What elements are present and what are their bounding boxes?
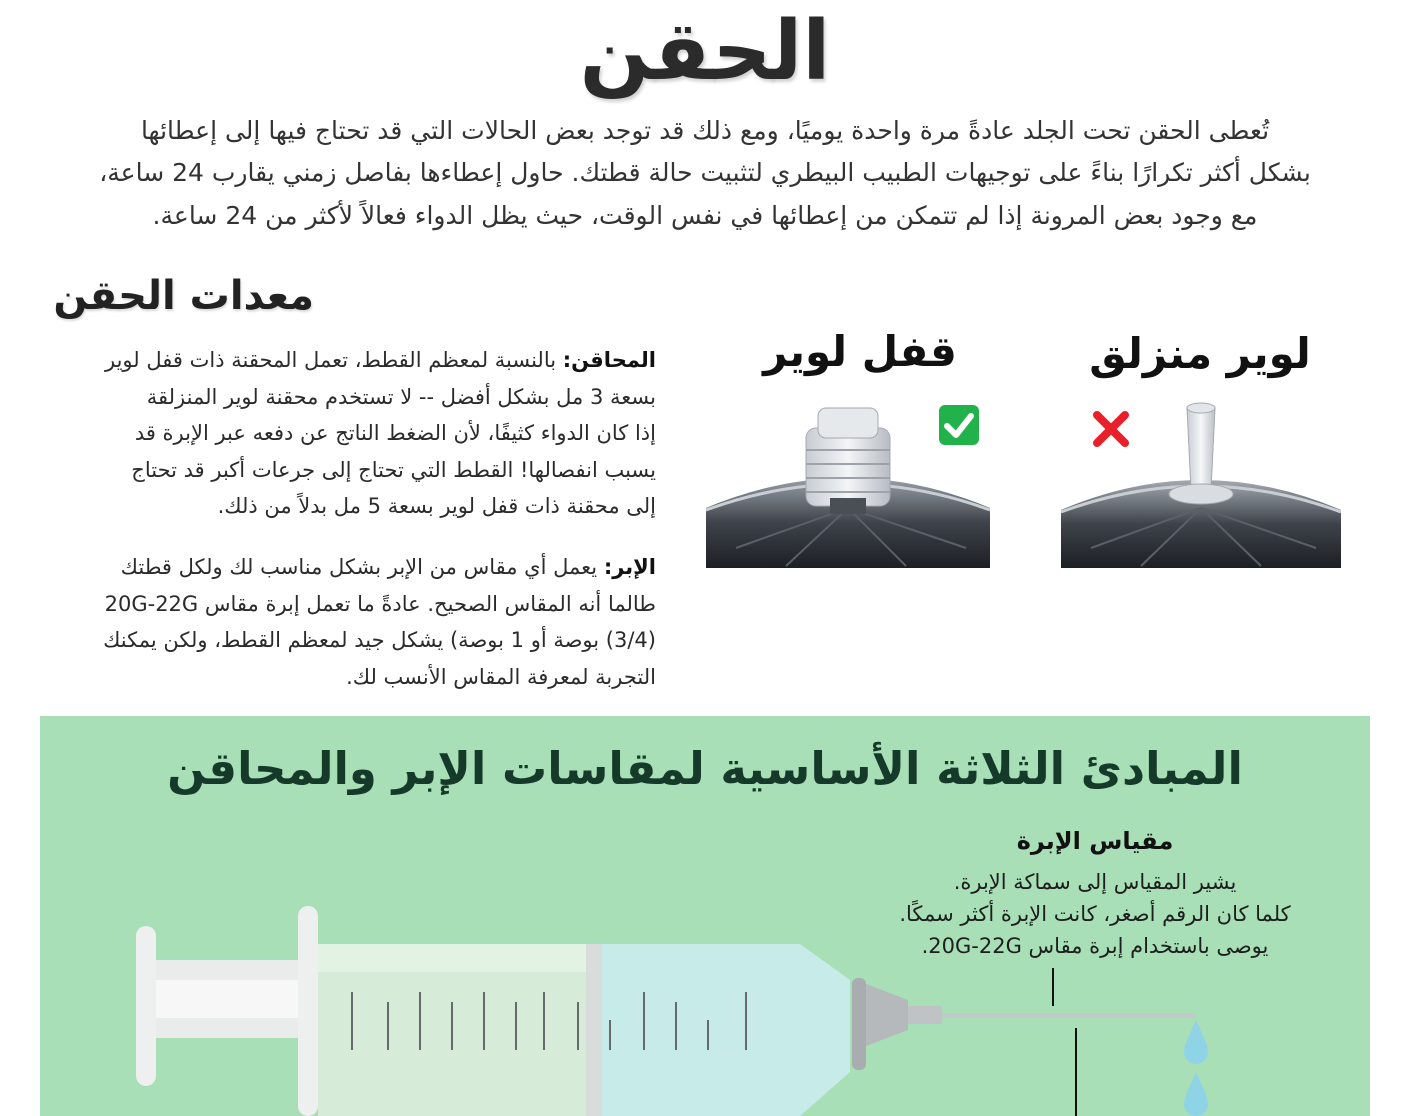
syringes-line-1: المحاقن: بالنسبة لمعظم القطط، تعمل المحقنة ذات قفل لوير bbox=[105, 348, 656, 372]
syringes-line-4: يسبب انفصالها! القطط التي تحتاج إلى جرعات أكبر قد تحتاج bbox=[131, 457, 656, 482]
syringes-line-2: بسعة 3 مل بشكل أفضل -- لا تستخدم محقنة لوير المنزلقة bbox=[146, 384, 656, 409]
check-icon bbox=[938, 404, 980, 446]
intro-line-3: مع وجود بعض المرونة إذا لم تتمكن من إعطائها في نفس الوقت، حيث يظل الدواء فعالاً لأكثر من 24 ساعة. bbox=[152, 201, 1258, 230]
gauge-title: مقياس الإبرة bbox=[1016, 827, 1174, 855]
syringes-line-5: إلى محقنة ذات قفل لوير بسعة 5 مل بدلاً من ذلك. bbox=[217, 494, 656, 518]
syringes-line-3: إذا كان الدواء كثيفًا، لأن الضغط الناتج عن دفعه عبر الإبرة قد bbox=[134, 421, 656, 445]
luer-slip-label: لوير منزلق bbox=[1089, 329, 1311, 378]
luer-lock-label: قفل لوير bbox=[763, 327, 957, 376]
principles-heading: المبادئ الثلاثة الأساسية لمقاسات الإبر والمحاقن bbox=[167, 742, 1243, 795]
intro-line-1: تُعطى الحقن تحت الجلد عادةً مرة واحدة يوميًا، ومع ذلك قد توجد بعض الحالات التي قد تحتاج فيها إلى إعطائها bbox=[140, 116, 1270, 145]
page-title: الحقن bbox=[579, 4, 831, 99]
syringes-label: المحاقن: bbox=[562, 348, 656, 372]
needles-label: الإبر: bbox=[603, 555, 656, 579]
section-heading: معدات الحقن bbox=[53, 273, 314, 319]
needles-line-2: طالما أنه المقاس الصحيح. عادةً ما تعمل إبرة مقاس 20G-22G bbox=[104, 591, 656, 616]
needles-paragraph bbox=[36, 549, 656, 695]
needles-line-1: الإبر: يعمل أي مقاس من الإبر بشكل مناسب لك ولكل قطتك bbox=[120, 555, 656, 579]
cross-icon bbox=[1092, 410, 1130, 448]
intro-line-2: بشكل أكثر تكرارًا بناءً على توجيهات الطبيب البيطري لتثبيت حالة قطتك. حاول إعطاءها بفاصل زمني يقارب 24 ساعة، bbox=[99, 158, 1311, 187]
needles-line-4: التجربة لمعرفة المقاس الأنسب لك. bbox=[346, 664, 656, 689]
syringes-paragraph bbox=[36, 342, 656, 525]
syringe-illustration bbox=[40, 900, 1370, 1116]
gauge-line-3: يوصى باستخدام إبرة مقاس 20G-22G. bbox=[921, 934, 1269, 958]
gauge-line-1: يشير المقياس إلى سماكة الإبرة. bbox=[953, 870, 1237, 894]
needles-line-3: (3/4) بوصة أو 1 بوصة) يشكل جيد لمعظم القطط، ولكن يمكنك bbox=[103, 628, 656, 652]
gauge-line-2: كلما كان الرقم أصغر، كانت الإبرة أكثر سمكًا. bbox=[899, 902, 1291, 926]
